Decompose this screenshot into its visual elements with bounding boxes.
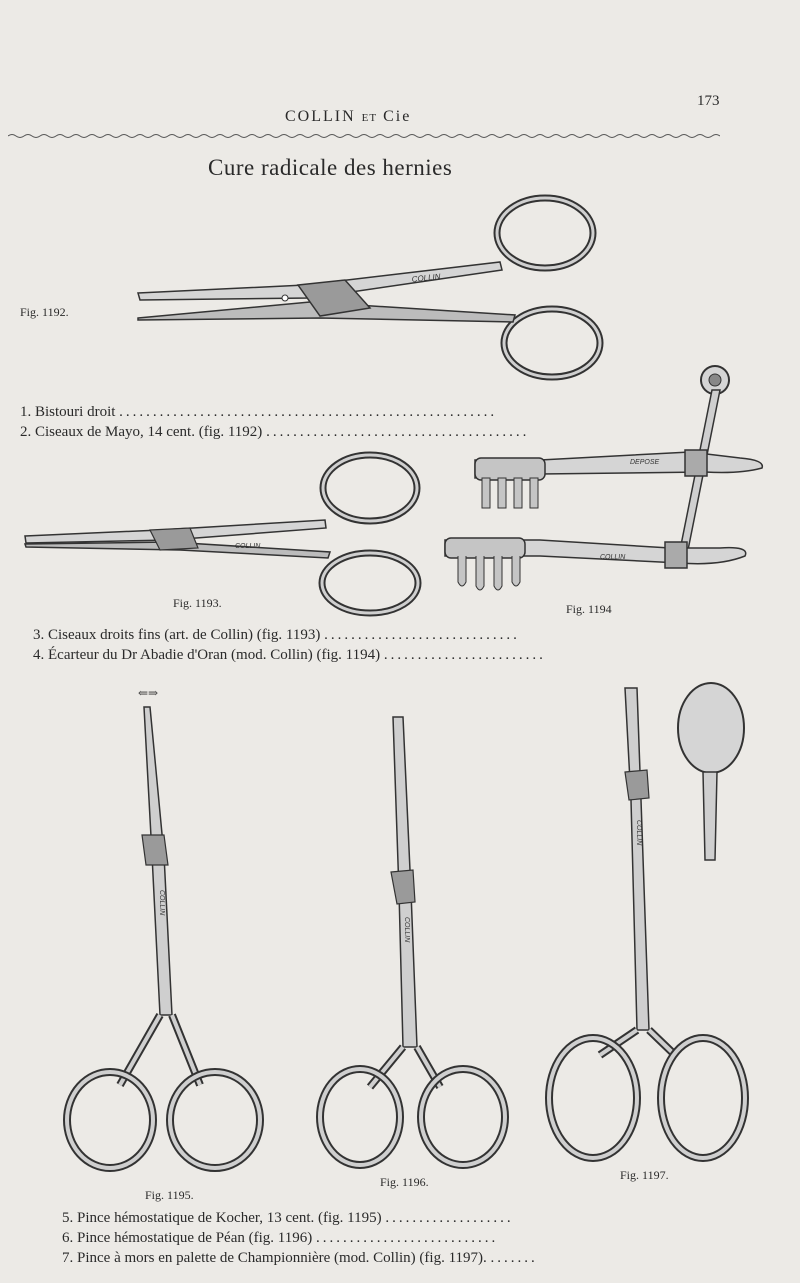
list-item <box>33 627 520 644</box>
page-title: Cure radicale des hernies <box>208 155 453 180</box>
engraving-collin-1192: COLLIN <box>411 272 441 284</box>
item-text: Pince hémostatique de Péan (fig. 1196) <box>77 1230 313 1246</box>
fine-scissors-illustration <box>20 448 430 620</box>
pean-forceps-illustration <box>315 712 515 1182</box>
list-item <box>62 1230 498 1247</box>
leader-dots: ............................. <box>324 627 520 643</box>
item-number: 1. <box>20 404 32 420</box>
list-item <box>20 404 497 421</box>
fig-1197-caption: Fig. 1197. <box>620 1168 669 1182</box>
fig-1193-caption: Fig. 1193. <box>173 596 222 610</box>
item-number: 5. <box>62 1210 74 1226</box>
item-number: 6. <box>62 1230 74 1246</box>
championniere-forceps-illustration <box>545 680 770 1170</box>
header-suffix: Cie <box>383 108 412 125</box>
item-number: 3. <box>33 627 45 643</box>
header-wavy-rule <box>8 124 720 144</box>
item-number: 4. <box>33 647 45 663</box>
item-text: Pince à mors en palette de Championnière (mod. Collin) (fig. 1197). <box>77 1250 487 1266</box>
item-number: 7. <box>62 1250 74 1266</box>
item-number: 2. <box>20 424 32 440</box>
page-number: 173 <box>697 93 720 109</box>
retractor-illustration <box>440 360 770 600</box>
header-company: COLLIN <box>285 108 356 125</box>
list-item <box>33 647 546 664</box>
leader-dots: ................... <box>385 1210 514 1226</box>
item-text: Ciseaux droits fins (art. de Collin) (fig. 1193) <box>48 627 321 643</box>
leader-dots: ........................ <box>383 647 546 663</box>
fig-1195-caption: Fig. 1195. <box>145 1188 194 1202</box>
leader-dots: ....... <box>490 1250 538 1266</box>
list-item <box>62 1210 514 1227</box>
engraving-collin-1194: COLLIN <box>600 554 626 561</box>
svg-text:⇐⇒: ⇐⇒ <box>138 686 159 700</box>
mayo-scissors-illustration <box>130 190 610 385</box>
leader-dots: ........................................................ <box>119 404 498 420</box>
engraving-depose: DEPOSE <box>630 459 660 466</box>
fig-1194-caption: Fig. 1194 <box>566 602 612 616</box>
item-text: Ciseaux de Mayo, 14 cent. (fig. 1192) <box>35 424 263 440</box>
kocher-forceps-illustration <box>60 685 270 1185</box>
engraving-collin-1196: COLLIN <box>403 917 410 943</box>
fig-1192-caption: Fig. 1192. <box>20 305 69 319</box>
header-connector: ET <box>361 112 378 124</box>
engraving-collin-1193: COLLIN <box>235 543 261 550</box>
item-text: Écarteur du Dr Abadie d'Oran (mod. Collin) (fig. 1194) <box>48 647 381 663</box>
item-text: Bistouri droit <box>35 404 116 420</box>
leader-dots: ....................................... <box>266 424 530 440</box>
engraving-collin-1195: COLLIN <box>158 890 165 916</box>
leader-dots: ........................... <box>315 1230 499 1246</box>
fig-1196-caption: Fig. 1196. <box>380 1175 429 1189</box>
item-text: Pince hémostatique de Kocher, 13 cent. (fig. 1195) <box>77 1210 382 1226</box>
list-item <box>62 1250 538 1267</box>
engraving-collin-1197: COLLIN <box>635 820 642 846</box>
